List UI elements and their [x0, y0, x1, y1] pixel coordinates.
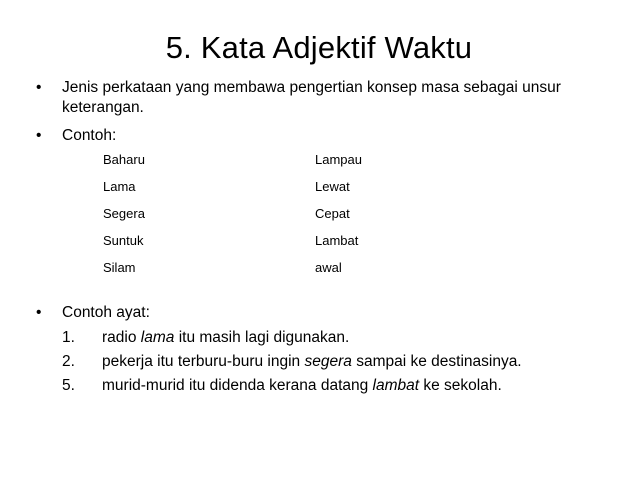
example-number: 2. [62, 353, 75, 370]
bullet-text: Jenis perkataan yang membawa pengertian konsep masa sebagai unsur keterangan. [62, 79, 561, 116]
example-text [102, 328, 349, 348]
bullet-marker: • [36, 127, 42, 144]
word-right: Lampau [315, 152, 362, 167]
word-left: Lama [103, 179, 136, 194]
word-right: Lambat [315, 233, 359, 248]
example-text-before: radio [102, 329, 141, 346]
word-right: awal [315, 260, 342, 275]
word-right: Cepat [315, 206, 350, 221]
slide-title: 5. Kata Adjektif Waktu [165, 30, 473, 65]
example-text [102, 376, 502, 396]
example-text-after: itu masih lagi digunakan. [174, 329, 350, 346]
example-emphasis: segera [304, 353, 352, 370]
word-left: Baharu [103, 152, 145, 167]
example-number: 5. [62, 377, 75, 394]
word-row [103, 260, 403, 280]
bullet-contoh [36, 126, 596, 146]
bullet-definition [36, 78, 596, 120]
example-text-after: ke sekolah. [419, 377, 502, 394]
word-row [103, 206, 403, 226]
word-left: Suntuk [103, 233, 144, 248]
example-emphasis: lambat [372, 377, 420, 394]
example-text [102, 352, 522, 372]
word-row [103, 233, 403, 253]
word-row [103, 152, 403, 172]
example-text-before: murid-murid itu didenda kerana datang [102, 377, 373, 394]
example-text-after: sampai ke destinasinya. [351, 353, 522, 370]
example-row [62, 376, 602, 398]
example-row [62, 328, 602, 350]
bullet-marker: • [36, 304, 42, 321]
example-emphasis: lama [140, 329, 175, 346]
bullet-text: Contoh: [62, 127, 117, 144]
word-left: Segera [103, 206, 145, 221]
bullet-text: Contoh ayat: [62, 304, 150, 321]
word-left: Silam [103, 260, 136, 275]
word-row [103, 179, 403, 199]
word-right: Lewat [315, 179, 350, 194]
example-text-before: pekerja itu terburu-buru ingin [102, 353, 305, 370]
bullet-marker: • [36, 79, 42, 96]
example-row [62, 352, 602, 374]
example-number: 1. [62, 329, 75, 346]
bullet-contoh-ayat [36, 303, 596, 323]
